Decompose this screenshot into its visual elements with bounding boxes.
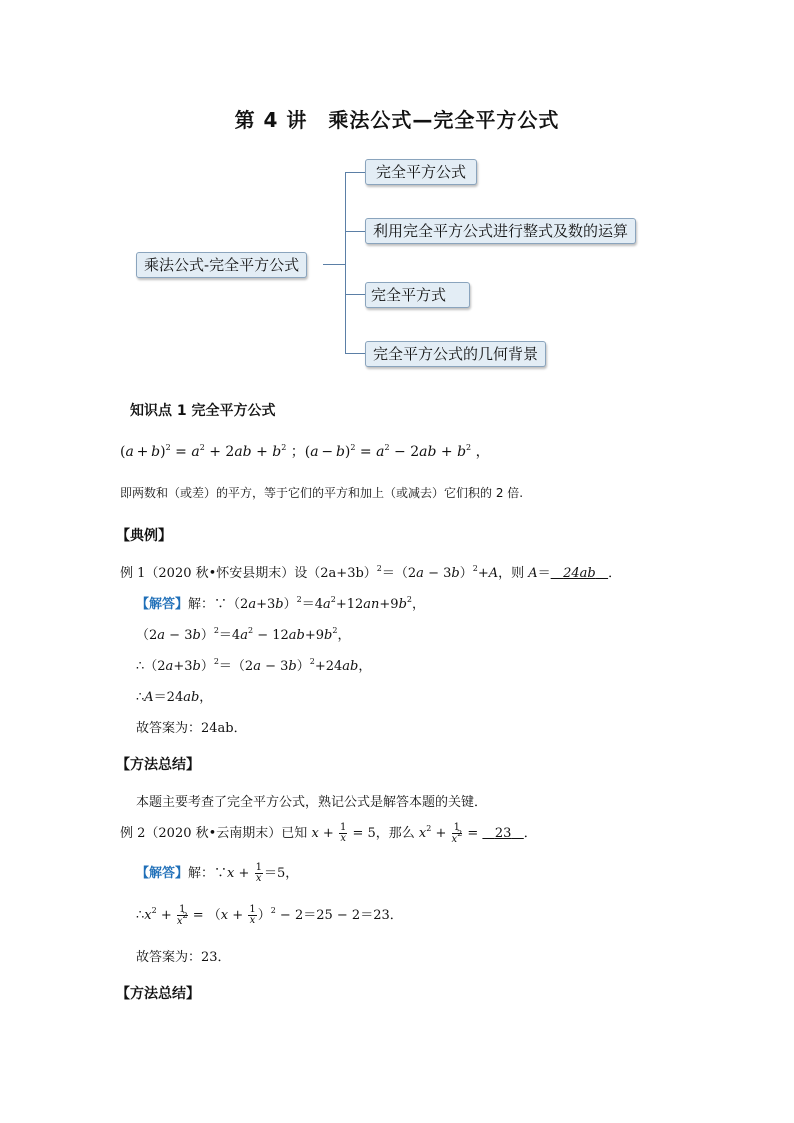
final-answer: 故答案为：24ab．	[136, 721, 247, 736]
mindmap-branch: 利用完全平方公式进行整式及数的运算	[365, 218, 636, 244]
connector	[345, 172, 346, 354]
connector	[345, 294, 365, 295]
answer-line: 【解答】解：$\because(2a+3b)^2=4a^2+12an+9b^2$，	[136, 595, 425, 612]
example-2-question: 例 2（2020 秋•云南期末）已知 x + $\frac{1}{x}$ = 5，那么 $x^2$ + $\frac{1}{x^2}$ = 23 ．	[120, 821, 537, 845]
summary-text: 本题主要考查了完全平方公式，熟记公式是解答本题的关键．	[136, 795, 488, 810]
answer-line: 【解答】解：∵x + $\frac{1}{x}$ ＝5，	[136, 862, 299, 884]
mindmap-branch: 完全平方公式的几何背景	[365, 341, 546, 367]
page-title: 第 4 讲 乘法公式—完全平方公式	[234, 108, 560, 132]
connector	[323, 264, 345, 265]
example-1-question: 例 1（2020 秋•怀安县期末）设$(2a+3b)^2=(2a - 3b)^2+A$，则 A＝ 24ab ．	[120, 564, 622, 581]
example-heading: 【典例】	[116, 528, 172, 544]
solution-step: ∴A＝24ab，	[136, 690, 213, 705]
mindmap-branch: 完全平方公式	[365, 159, 477, 185]
summary-heading: 【方法总结】	[116, 757, 200, 773]
formula-line: $(a + b)^2 = a^2 + 2ab + b^2$ ；$(a - b)^2 = a^2 - 2ab + b^2$ ，	[120, 443, 490, 460]
section-heading: 知识点 1 完全平方公式	[130, 403, 276, 419]
connector	[345, 353, 365, 354]
connector	[345, 231, 365, 232]
solution-step: $(2a - 3b)^2=4a^2 - 12ab+9b^2$，	[136, 626, 351, 643]
formula-description: 即两数和（或差）的平方，等于它们的平方和加上（或减去）它们积的 2 倍.	[120, 486, 524, 500]
answer-blank: 23	[494, 826, 512, 841]
solution-step: $\therefore(2a+3b)^2=(2a - 3b)^2+24ab$，	[136, 657, 372, 674]
solution-step: $\therefore x^2$ + $\frac{1}{x^2}$ = （x + $\frac{1}{x}$ ）$^2$ − 2＝25 − 2＝23．	[136, 903, 403, 927]
mindmap-branch: 完全平方式	[365, 282, 470, 308]
connector	[345, 172, 365, 173]
final-answer: 故答案为：23．	[136, 950, 231, 965]
mindmap-root: 乘法公式-完全平方公式	[136, 252, 307, 278]
answer-blank: 24ab	[563, 566, 596, 581]
summary-heading: 【方法总结】	[116, 986, 200, 1002]
